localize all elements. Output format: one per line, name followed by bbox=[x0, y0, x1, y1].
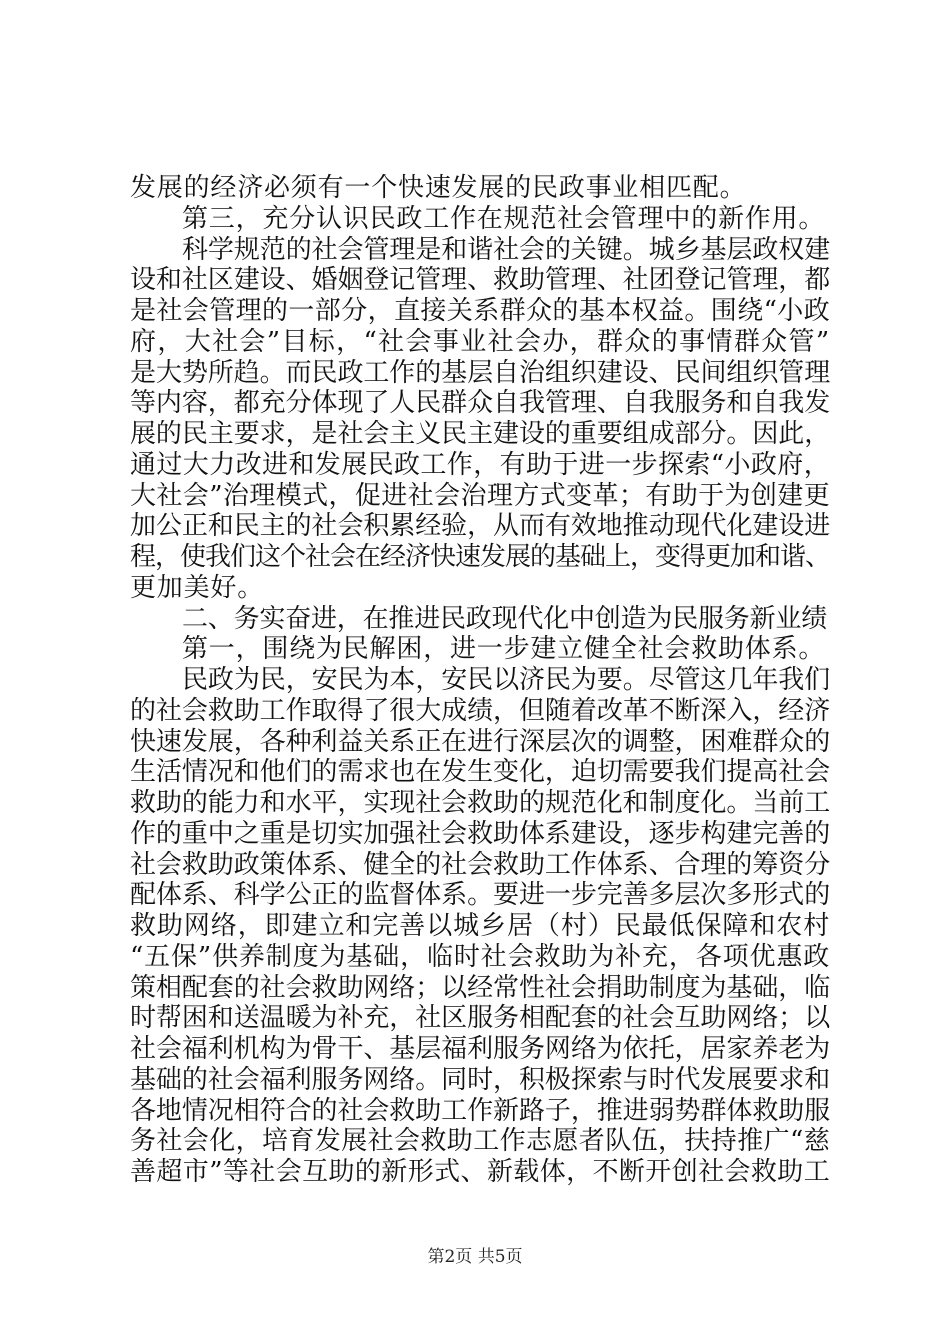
text-line: 时帮困和送温暖为补充，社区服务相配套的社会互助网络；以 bbox=[130, 1003, 830, 1034]
text-line: 务社会化，培育发展社会救助工作志愿者队伍，扶持推广“慈 bbox=[130, 1126, 831, 1157]
text-line: 更加美好。 bbox=[130, 572, 265, 603]
text-line: 的社会救助工作取得了很大成绩，但随着改革不断深入，经济 bbox=[130, 695, 830, 726]
text-line: 是大势所趋。而民政工作的基层自治组织建设、民间组织管理 bbox=[130, 357, 830, 388]
text-line: 等内容，都充分体现了人民群众自我管理、自我服务和自我发 bbox=[130, 388, 830, 419]
text-line: 社会救助政策体系、健全的社会救助工作体系、合理的筹资分 bbox=[130, 849, 830, 880]
text-line: 展的民主要求，是社会主义民主建设的重要组成部分。因此， bbox=[130, 419, 830, 449]
text-line: 善超市”等社会互助的新形式、新载体，不断开创社会救助工 bbox=[130, 1157, 831, 1187]
text-line: 科学规范的社会管理是和谐社会的关键。城乡基层政权建 bbox=[182, 234, 830, 265]
document-body bbox=[130, 173, 830, 1188]
text-line: 民政为民，安民为本，安民以济民为要。尽管这几年我们 bbox=[182, 665, 830, 695]
text-line: 第三，充分认识民政工作在规范社会管理中的新作用。 bbox=[182, 203, 826, 234]
text-line: 二、务实奋进，在推进民政现代化中创造为民服务新业绩 bbox=[182, 603, 828, 634]
text-line: 加公正和民主的社会积累经验，从而有效地推动现代化建设进 bbox=[130, 511, 830, 542]
text-line: 程，使我们这个社会在经济快速发展的基础上，变得更加和谐、 bbox=[130, 542, 831, 572]
text-line: 发展的经济必须有一个快速发展的民政事业相匹配。 bbox=[130, 173, 747, 203]
text-line: 作的重中之重是切实加强社会救助体系建设，逐步构建完善的 bbox=[130, 818, 830, 849]
text-line: 救助的能力和水平，实现社会救助的规范化和制度化。当前工 bbox=[130, 788, 830, 818]
text-line: 各地情况相符合的社会救助工作新路子，推进弱势群体救助服 bbox=[130, 1095, 830, 1126]
text-line: 救助网络，即建立和完善以城乡居（村）民最低保障和农村 bbox=[130, 911, 830, 941]
text-line: 设和社区建设、婚姻登记管理、救助管理、社团登记管理，都 bbox=[130, 265, 830, 296]
text-line: 通过大力改进和发展民政工作，有助于进一步探索“小政府， bbox=[130, 449, 831, 480]
text-line: 第一，围绕为民解困，进一步建立健全社会救助体系。 bbox=[182, 634, 826, 665]
text-line: 大社会”治理模式，促进社会治理方式变革；有助于为创建更 bbox=[130, 480, 831, 511]
text-line: 基础的社会福利服务网络。同时，积极探索与时代发展要求和 bbox=[130, 1064, 830, 1095]
text-line: “五保”供养制度为基础，临时社会救助为补充，各项优惠政 bbox=[130, 941, 830, 972]
text-line: 生活情况和他们的需求也在发生变化，迫切需要我们提高社会 bbox=[130, 757, 830, 788]
text-line: 府，大社会”目标，“社会事业社会办，群众的事情群众管” bbox=[130, 326, 830, 357]
text-line: 是社会管理的一部分，直接关系群众的基本权益。围绕“小政 bbox=[130, 296, 831, 326]
page-footer: 第2页 共5页 bbox=[427, 1247, 523, 1267]
text-line: 快速发展，各种利益关系正在进行深层次的调整，困难群众的 bbox=[130, 726, 830, 757]
text-line: 策相配套的社会救助网络；以经常性社会捐助制度为基础，临 bbox=[130, 972, 830, 1003]
text-line: 配体系、科学公正的监督体系。要进一步完善多层次多形式的 bbox=[130, 880, 830, 911]
text-line: 社会福利机构为骨干、基层福利服务网络为依托，居家养老为 bbox=[130, 1034, 830, 1064]
